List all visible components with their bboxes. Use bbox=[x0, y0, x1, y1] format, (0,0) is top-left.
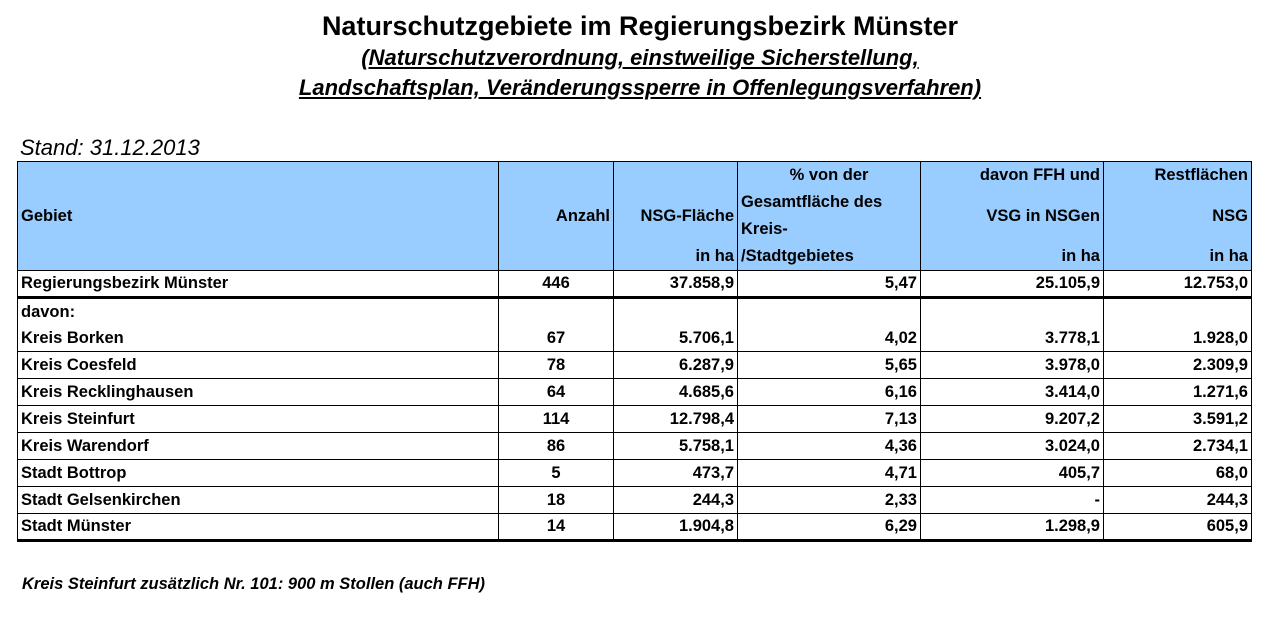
cell-gebiet: Kreis Coesfeld bbox=[18, 352, 499, 379]
cell-anzahl: 86 bbox=[499, 433, 614, 460]
cell-flaeche: 5.706,1 bbox=[614, 298, 738, 352]
table-row bbox=[18, 352, 1252, 379]
cell-flaeche: 244,3 bbox=[614, 487, 738, 514]
cell-flaeche: 6.287,9 bbox=[614, 352, 738, 379]
header-rest-line-2: NSG bbox=[1212, 206, 1248, 225]
cell-gebiet: Regierungsbezirk Münster bbox=[18, 271, 499, 298]
header-flaeche-label: NSG-Fläche bbox=[640, 206, 734, 225]
page-title: Naturschutzgebiete im Regierungsbezirk Münster bbox=[321, 11, 959, 41]
cell-rest: 605,9 bbox=[1104, 514, 1252, 541]
cell-flaeche: 4.685,6 bbox=[614, 379, 738, 406]
cell-gebiet: Stadt Bottrop bbox=[18, 460, 499, 487]
cell-gebiet: Kreis Recklinghausen bbox=[18, 379, 499, 406]
cell-pct: 6,29 bbox=[738, 514, 921, 541]
footnote: Kreis Steinfurt zusätzlich Nr. 101: 900 m Stollen (auch FFH) bbox=[22, 575, 486, 593]
cell-anzahl: 78 bbox=[499, 352, 614, 379]
cell-pct: 4,71 bbox=[738, 460, 921, 487]
header-pct-line-1: % von der bbox=[789, 166, 869, 184]
header-rest-line-1: Restflächen bbox=[1154, 166, 1248, 184]
cell-rest: 3.591,2 bbox=[1104, 406, 1252, 433]
cell-pct: 4,02 bbox=[738, 298, 921, 352]
cell-flaeche: 473,7 bbox=[614, 460, 738, 487]
table-row bbox=[18, 514, 1252, 541]
header-pct-line-4: /Stadtgebietes bbox=[741, 247, 854, 265]
header-flaeche-unit: in ha bbox=[695, 247, 734, 265]
cell-ffh: - bbox=[921, 487, 1104, 514]
davon-label: davon: bbox=[21, 303, 76, 321]
header-ffh-unit: in ha bbox=[1061, 247, 1100, 265]
cell-ffh: 3.414,0 bbox=[921, 379, 1104, 406]
cell-ffh: 25.105,9 bbox=[921, 271, 1104, 298]
cell-ffh: 9.207,2 bbox=[921, 406, 1104, 433]
cell-flaeche: 5.758,1 bbox=[614, 433, 738, 460]
cell-pct: 7,13 bbox=[738, 406, 921, 433]
cell-pct: 5,47 bbox=[738, 271, 921, 298]
cell-pct: 2,33 bbox=[738, 487, 921, 514]
header-rest-unit: in ha bbox=[1209, 247, 1248, 265]
cell-anzahl: 67 bbox=[499, 298, 614, 352]
table-row bbox=[18, 379, 1252, 406]
table-header-row bbox=[18, 162, 1252, 271]
cell-anzahl: 14 bbox=[499, 514, 614, 541]
cell-anzahl: 446 bbox=[499, 271, 614, 298]
cell-rest: 1.271,6 bbox=[1104, 379, 1252, 406]
cell-gebiet: Kreis Warendorf bbox=[18, 433, 499, 460]
cell-rest: 1.928,0 bbox=[1104, 298, 1252, 352]
cell-anzahl: 18 bbox=[499, 487, 614, 514]
cell-flaeche: 12.798,4 bbox=[614, 406, 738, 433]
cell-ffh: 3.778,1 bbox=[921, 298, 1104, 352]
header-ffh bbox=[921, 162, 1104, 271]
header-anzahl: Anzahl bbox=[499, 162, 614, 271]
header-ffh-line-1: davon FFH und bbox=[979, 166, 1100, 184]
cell-ffh: 1.298,9 bbox=[921, 514, 1104, 541]
table-row bbox=[18, 406, 1252, 433]
table-row bbox=[18, 433, 1252, 460]
cell-pct: 6,16 bbox=[738, 379, 921, 406]
cell-ffh: 405,7 bbox=[921, 460, 1104, 487]
cell-pct: 4,36 bbox=[738, 433, 921, 460]
table-row-total bbox=[18, 271, 1252, 298]
stand-date: Stand: 31.12.2013 bbox=[20, 135, 200, 160]
table-row bbox=[18, 487, 1252, 514]
header-pct bbox=[738, 162, 921, 271]
header-ffh-line-2: VSG in NSGen bbox=[986, 206, 1100, 225]
cell-rest: 244,3 bbox=[1104, 487, 1252, 514]
cell-gebiet bbox=[18, 298, 499, 352]
cell-rest: 2.309,9 bbox=[1104, 352, 1252, 379]
header-rest bbox=[1104, 162, 1252, 271]
header-flaeche bbox=[614, 162, 738, 271]
cell-rest: 12.753,0 bbox=[1104, 271, 1252, 298]
cell-gebiet: Stadt Münster bbox=[18, 514, 499, 541]
cell-rest: 2.734,1 bbox=[1104, 433, 1252, 460]
cell-gebiet-name: Kreis Borken bbox=[21, 329, 124, 347]
cell-anzahl: 64 bbox=[499, 379, 614, 406]
cell-flaeche: 1.904,8 bbox=[614, 514, 738, 541]
cell-pct: 5,65 bbox=[738, 352, 921, 379]
cell-gebiet: Kreis Steinfurt bbox=[18, 406, 499, 433]
table-row bbox=[18, 298, 1252, 352]
header-gebiet: Gebiet bbox=[18, 162, 499, 271]
table-row bbox=[18, 460, 1252, 487]
subtitle-line-1: (Naturschutzverordnung, einstweilige Sicherstellung, bbox=[361, 45, 919, 70]
header-pct-line-2: Gesamtfläche des bbox=[741, 193, 883, 211]
subtitle-line-2: Landschaftsplan, Veränderungssperre in Offenlegungsverfahren) bbox=[298, 75, 982, 100]
cell-anzahl: 5 bbox=[499, 460, 614, 487]
header-pct-line-3: Kreis- bbox=[741, 220, 788, 238]
cell-gebiet: Stadt Gelsenkirchen bbox=[18, 487, 499, 514]
cell-flaeche: 37.858,9 bbox=[614, 271, 738, 298]
cell-anzahl: 114 bbox=[499, 406, 614, 433]
cell-ffh: 3.024,0 bbox=[921, 433, 1104, 460]
cell-ffh: 3.978,0 bbox=[921, 352, 1104, 379]
cell-rest: 68,0 bbox=[1104, 460, 1252, 487]
nsg-table bbox=[17, 161, 1252, 542]
